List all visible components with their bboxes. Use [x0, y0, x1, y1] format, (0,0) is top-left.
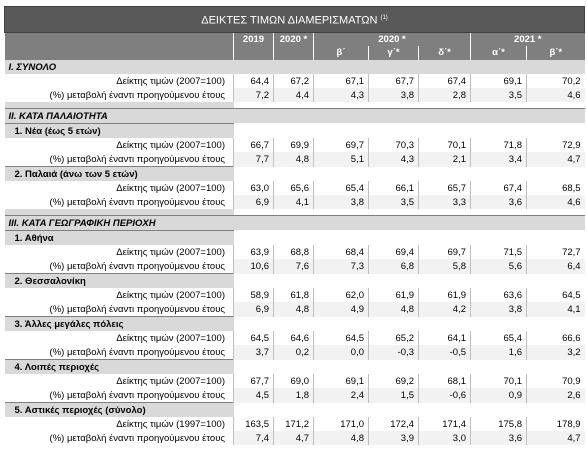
header-q2-2020: β΄: [314, 46, 369, 60]
group-title-blank: [369, 403, 419, 418]
header-blank-2019: [234, 46, 274, 60]
row-value: 68,4: [314, 245, 369, 259]
group-title-blank: [369, 231, 419, 246]
group-title-blank: [369, 317, 419, 332]
group-title-blank: [471, 317, 527, 332]
group-title-blank: [419, 167, 471, 182]
row-value: 64,5: [234, 331, 274, 345]
row-value: 3,8: [314, 195, 369, 209]
table-row: [5, 152, 585, 167]
group-title-row: [5, 317, 585, 332]
group-title-blank: [419, 274, 471, 289]
row-value: 4,2: [419, 302, 471, 317]
group-title-blank: [471, 124, 527, 139]
row-value: 65,2: [369, 331, 419, 345]
row-value: 4,7: [527, 152, 585, 167]
row-value: 63,0: [234, 181, 274, 195]
row-label: (%) μεταβολή έναντι προηγούμενου έτους: [49, 260, 225, 272]
row-value: 64,5: [527, 288, 585, 302]
row-value: 69,0: [274, 374, 314, 388]
table-title-cell: [5, 7, 585, 33]
group-title-blank: [419, 403, 471, 418]
row-value: 68,8: [274, 245, 314, 259]
row-value: 70,1: [419, 138, 471, 152]
row-label: (%) μεταβολή έναντι προηγούμενου έτους: [49, 89, 225, 101]
group-title-blank: [234, 124, 274, 139]
group-title-blank: [274, 124, 314, 139]
group-title-blank: [314, 360, 369, 375]
row-value: 4,8: [274, 302, 314, 317]
row-value: 1,5: [369, 388, 419, 403]
row-value: 70,9: [527, 374, 585, 388]
row-value: 5,1: [314, 152, 369, 167]
row-value: 0,0: [314, 345, 369, 360]
row-value: 64,4: [234, 74, 274, 88]
row-value: 69,4: [369, 245, 419, 259]
row-value: 62,0: [314, 288, 369, 302]
row-value: 63,9: [234, 245, 274, 259]
apartment-price-index-sheet: [4, 6, 584, 445]
row-value: 69,9: [274, 138, 314, 152]
header-row-quarters: [5, 46, 585, 60]
row-value: 4,1: [274, 195, 314, 209]
row-value: 64,5: [314, 331, 369, 345]
row-value: 3,0: [419, 431, 471, 445]
group-title-blank: [419, 231, 471, 246]
row-value: 6,9: [234, 195, 274, 209]
row-value: 4,9: [314, 302, 369, 317]
group-title-blank: [234, 167, 274, 182]
group-title-blank: [274, 403, 314, 418]
group-title-blank: [527, 167, 585, 182]
row-label: (%) μεταβολή έναντι προηγούμενου έτους: [49, 389, 225, 401]
group-title: 2. Παλαιά (άνω των 5 ετών): [5, 167, 234, 182]
group-title-blank: [234, 274, 274, 289]
group-title: 1. Αθήνα: [5, 231, 234, 246]
table-row: [5, 195, 585, 209]
group-title-blank: [419, 317, 471, 332]
row-value: 2,1: [419, 152, 471, 167]
row-value: 67,4: [471, 181, 527, 195]
group-title-blank: [369, 274, 419, 289]
row-value: 72,9: [527, 138, 585, 152]
group-title-blank: [274, 274, 314, 289]
row-value: 4,7: [274, 431, 314, 445]
row-value: 67,7: [234, 374, 274, 388]
row-value: 3,3: [419, 195, 471, 209]
group-title-blank: [527, 274, 585, 289]
row-value: 71,5: [471, 245, 527, 259]
group-title: 5. Αστικές περιοχές (σύνολο): [5, 403, 234, 418]
table-row: [5, 431, 585, 445]
row-value: 2,8: [419, 88, 471, 102]
row-value: 3,8: [471, 302, 527, 317]
row-label: (%) μεταβολή έναντι προηγούμενου έτους: [49, 303, 225, 315]
row-value: 3,9: [369, 431, 419, 445]
group-title: 4. Λοιπές περιοχές: [5, 360, 234, 375]
row-value: 61,8: [274, 288, 314, 302]
row-label: (%) μεταβολή έναντι προηγούμενου έτους: [49, 432, 225, 444]
table-row: [5, 88, 585, 102]
row-value: 7,2: [234, 88, 274, 102]
row-value: 3,5: [471, 88, 527, 102]
row-value: 178,9: [527, 417, 585, 431]
group-title-blank: [527, 360, 585, 375]
row-value: 163,5: [234, 417, 274, 431]
row-value: 68,5: [527, 181, 585, 195]
group-title-blank: [234, 403, 274, 418]
row-value: 70,2: [527, 74, 585, 88]
row-value: 3,7: [234, 345, 274, 360]
row-value: -0,3: [369, 345, 419, 360]
section-heading-row: [5, 60, 585, 75]
group-title-row: [5, 231, 585, 246]
row-label: Δείκτης τιμών (2007=100): [116, 246, 225, 258]
row-value: 10,6: [234, 259, 274, 274]
group-title: 3. Άλλες μεγάλες πόλεις: [5, 317, 234, 332]
row-value: 175,8: [471, 417, 527, 431]
table-row: [5, 374, 585, 388]
group-title-blank: [369, 360, 419, 375]
row-value: 66,1: [369, 181, 419, 195]
header-q4-2020: δ΄*: [419, 46, 471, 60]
header-row-years: [5, 33, 585, 47]
row-value: 65,4: [471, 331, 527, 345]
group-title-blank: [419, 360, 471, 375]
group-title-blank: [369, 167, 419, 182]
group-title-row: [5, 360, 585, 375]
row-value: 7,4: [234, 431, 274, 445]
row-value: 4,5: [234, 388, 274, 403]
row-value: 66,6: [527, 331, 585, 345]
row-value: 69,1: [314, 374, 369, 388]
header-2021-quarters: 2021 *: [471, 33, 585, 47]
table-row: [5, 74, 585, 88]
row-value: 4,8: [369, 302, 419, 317]
row-value: 7,3: [314, 259, 369, 274]
header-blank-2: [5, 46, 234, 60]
row-value: 67,1: [314, 74, 369, 88]
row-label: Δείκτης τιμών (2007=100): [116, 332, 225, 344]
group-title-blank: [234, 360, 274, 375]
row-value: 4,7: [527, 431, 585, 445]
row-value: 3,6: [471, 431, 527, 445]
row-value: -0,5: [419, 345, 471, 360]
group-title-row: [5, 167, 585, 182]
row-value: 3,2: [527, 345, 585, 360]
group-title-blank: [527, 124, 585, 139]
table-row: [5, 331, 585, 345]
row-value: 171,0: [314, 417, 369, 431]
group-title-blank: [234, 231, 274, 246]
row-label: (%) μεταβολή έναντι προηγούμενου έτους: [49, 153, 225, 165]
row-value: 0,9: [471, 388, 527, 403]
group-title-blank: [471, 231, 527, 246]
group-title-blank: [527, 231, 585, 246]
row-value: 65,6: [274, 181, 314, 195]
table-title: ΔΕΙΚΤΕΣ ΤΙΜΩΝ ΔΙΑΜΕΡΙΣΜΑΤΩΝ: [201, 14, 378, 27]
header-q3-2020: γ΄*: [369, 46, 419, 60]
row-value: 6,4: [527, 259, 585, 274]
header-blank: [5, 33, 234, 47]
row-value: 7,7: [234, 152, 274, 167]
row-value: 4,1: [527, 302, 585, 317]
header-2020-annual: 2020 *: [274, 33, 314, 47]
row-value: 67,4: [419, 74, 471, 88]
price-index-table: [4, 6, 585, 445]
table-row: [5, 259, 585, 274]
title-footnote-mark: (1): [380, 14, 388, 21]
row-value: 171,2: [274, 417, 314, 431]
row-value: 4,8: [274, 152, 314, 167]
section-heading: II. ΚΑΤΑ ΠΑΛΑΙΟΤΗΤΑ: [5, 109, 585, 124]
row-value: 3,6: [471, 195, 527, 209]
row-value: 71,8: [471, 138, 527, 152]
header-q2-2021: β΄*: [527, 46, 585, 60]
group-title-blank: [314, 317, 369, 332]
row-value: 66,7: [234, 138, 274, 152]
row-value: 68,1: [419, 374, 471, 388]
group-title-blank: [314, 124, 369, 139]
row-label: Δείκτης τιμών (2007=100): [116, 289, 225, 301]
table-row: [5, 288, 585, 302]
table-row: [5, 388, 585, 403]
row-value: 6,8: [369, 259, 419, 274]
header-2020-quarters: 2020 *: [314, 33, 471, 47]
row-value: 2,6: [527, 388, 585, 403]
group-title-blank: [471, 360, 527, 375]
row-value: 63,6: [471, 288, 527, 302]
group-title-blank: [274, 317, 314, 332]
group-title-blank: [471, 167, 527, 182]
row-label: Δείκτης τιμών (2007=100): [116, 139, 225, 151]
row-value: 3,4: [471, 152, 527, 167]
row-value: 5,8: [419, 259, 471, 274]
row-value: 65,4: [314, 181, 369, 195]
table-row: [5, 181, 585, 195]
row-label: Δείκτης τιμών (2007=100): [116, 75, 225, 87]
group-title: 2. Θεσσαλονίκη: [5, 274, 234, 289]
section-heading: I. ΣΥΝΟΛΟ: [5, 60, 585, 75]
row-value: 3,8: [369, 88, 419, 102]
table-row: [5, 245, 585, 259]
row-value: 64,1: [419, 331, 471, 345]
row-value: 67,2: [274, 74, 314, 88]
row-value: 4,3: [369, 152, 419, 167]
row-value: 70,3: [369, 138, 419, 152]
row-value: 171,4: [419, 417, 471, 431]
group-title-blank: [314, 403, 369, 418]
row-value: 1,8: [274, 388, 314, 403]
row-value: 172,4: [369, 417, 419, 431]
row-value: -0,6: [419, 388, 471, 403]
group-title-blank: [369, 124, 419, 139]
row-value: 4,6: [527, 88, 585, 102]
group-title-blank: [274, 231, 314, 246]
row-value: 4,8: [314, 431, 369, 445]
row-value: 58,9: [234, 288, 274, 302]
table-row: [5, 417, 585, 431]
row-value: 69,7: [419, 245, 471, 259]
row-label: Δείκτης τιμών (2007=100): [116, 182, 225, 194]
row-value: 5,6: [471, 259, 527, 274]
row-value: 4,3: [314, 88, 369, 102]
table-row: [5, 345, 585, 360]
row-value: 0,2: [274, 345, 314, 360]
group-title-blank: [471, 403, 527, 418]
row-label: Δείκτης τιμών (1997=100): [116, 418, 225, 430]
table-row: [5, 302, 585, 317]
row-value: 69,2: [369, 374, 419, 388]
row-value: 6,9: [234, 302, 274, 317]
row-value: 3,5: [369, 195, 419, 209]
group-title-blank: [274, 167, 314, 182]
row-value: 72,7: [527, 245, 585, 259]
section-heading-row: [5, 109, 585, 124]
row-value: 61,9: [419, 288, 471, 302]
section-heading: III. ΚΑΤΑ ΓΕΩΓΡΑΦΙΚΗ ΠΕΡΙΟΧΗ: [5, 216, 585, 231]
row-value: 7,6: [274, 259, 314, 274]
group-title: 1. Νέα (έως 5 ετών): [5, 124, 234, 139]
group-title-row: [5, 274, 585, 289]
row-label: (%) μεταβολή έναντι προηγούμενου έτους: [49, 196, 225, 208]
group-title-blank: [527, 317, 585, 332]
row-value: 64,6: [274, 331, 314, 345]
row-value: 4,6: [527, 195, 585, 209]
group-title-blank: [419, 124, 471, 139]
header-q1-2021: α΄*: [471, 46, 527, 60]
group-title-blank: [274, 360, 314, 375]
title-row: [5, 7, 585, 33]
row-label: (%) μεταβολή έναντι προηγούμενου έτους: [49, 346, 225, 358]
group-title-blank: [234, 317, 274, 332]
header-2019: 2019: [234, 33, 274, 47]
row-value: 69,7: [314, 138, 369, 152]
row-value: 69,1: [471, 74, 527, 88]
row-value: 61,9: [369, 288, 419, 302]
group-title-blank: [314, 231, 369, 246]
group-title-row: [5, 403, 585, 418]
row-value: 65,7: [419, 181, 471, 195]
group-title-row: [5, 124, 585, 139]
row-value: 2,4: [314, 388, 369, 403]
row-value: 70,1: [471, 374, 527, 388]
group-title-blank: [527, 403, 585, 418]
row-value: 1,6: [471, 345, 527, 360]
header-blank-2020: [274, 46, 314, 60]
group-title-blank: [314, 167, 369, 182]
section-heading-row: [5, 216, 585, 231]
row-value: 67,7: [369, 74, 419, 88]
group-title-blank: [471, 274, 527, 289]
row-label: Δείκτης τιμών (2007=100): [116, 375, 225, 387]
table-row: [5, 138, 585, 152]
row-value: 4,4: [274, 88, 314, 102]
group-title-blank: [314, 274, 369, 289]
